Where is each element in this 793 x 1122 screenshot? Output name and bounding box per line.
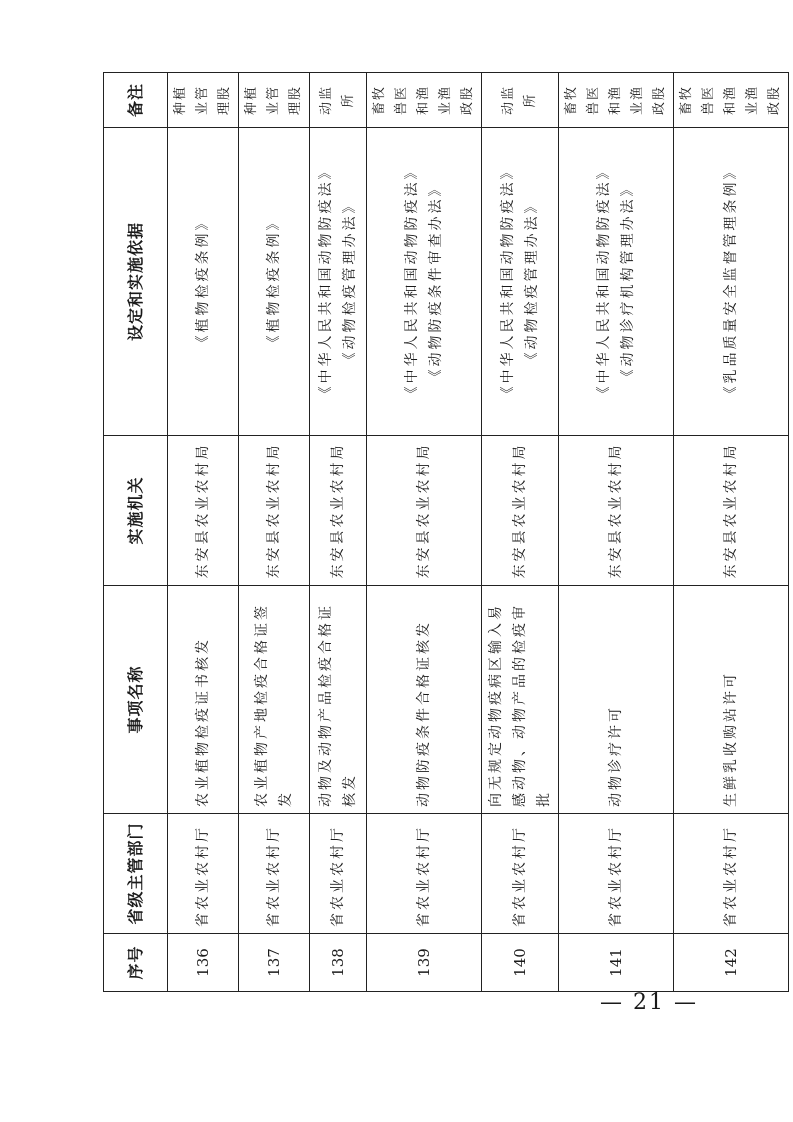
- basis-cell: [310, 128, 367, 436]
- basis-line: 《中华人民共和国动物防疫法》: [318, 162, 334, 401]
- item-cell: 农业植物产地检疫合格证签发: [239, 586, 310, 814]
- seq-cell: 140: [482, 934, 559, 992]
- dept-cell: 省农业农村厅: [559, 814, 674, 934]
- dept-cell: 省农业农村厅: [239, 814, 310, 934]
- remark-cell: 种植业管理股: [168, 73, 239, 128]
- basis-cell: [559, 128, 674, 436]
- agency-cell: 东安县农业农村局: [482, 436, 559, 586]
- remark-cell: 动监所: [482, 73, 559, 128]
- agency-cell: 东安县农业农村局: [559, 436, 674, 586]
- basis-line: 《植物检疫条例》: [266, 213, 282, 350]
- dept-cell: 省农业农村厅: [168, 814, 239, 934]
- dept-cell: 省农业农村厅: [482, 814, 559, 934]
- basis-line: 《中华人民共和国动物防疫法》: [404, 162, 420, 401]
- remark-cell: 动监所: [310, 73, 367, 128]
- item-cell: 动物及动物产品检疫合格证核发: [310, 586, 367, 814]
- agency-cell: 东安县农业农村局: [310, 436, 367, 586]
- basis-cell: [168, 128, 239, 436]
- basis-cell: [482, 128, 559, 436]
- header-remark: 备注: [104, 73, 168, 128]
- header-row: [104, 73, 168, 992]
- table-row: [367, 73, 482, 992]
- seq-cell: 137: [239, 934, 310, 992]
- header-seq: 序号: [104, 934, 168, 992]
- agency-cell: 东安县农业农村局: [168, 436, 239, 586]
- dept-cell: 省农业农村厅: [674, 814, 789, 934]
- agency-cell: 东安县农业农村局: [239, 436, 310, 586]
- agency-cell: 东安县农业农村局: [367, 436, 482, 586]
- table-row: [310, 73, 367, 992]
- seq-cell: 141: [559, 934, 674, 992]
- seq-cell: 138: [310, 934, 367, 992]
- item-cell: 向无规定动物疫病区输入易感动物、动物产品的检疫审批: [482, 586, 559, 814]
- items-table: [103, 72, 789, 992]
- basis-line: 《中华人民共和国动物防疫法》: [596, 162, 612, 401]
- table-row: [674, 73, 789, 992]
- basis-line: 《中华人民共和国动物防疫法》: [500, 162, 516, 401]
- header-basis: 设定和实施依据: [104, 128, 168, 436]
- item-cell: 动物防疫条件合格证核发: [367, 586, 482, 814]
- item-cell: 动物诊疗许可: [559, 586, 674, 814]
- basis-line: 《动物检疫管理办法》: [342, 196, 358, 367]
- basis-line: 《植物检疫条例》: [195, 213, 211, 350]
- basis-line: 《乳品质量安全监督管理条例》: [723, 162, 739, 401]
- page-number: — 21 —: [600, 990, 698, 1015]
- dept-cell: 省农业农村厅: [310, 814, 367, 934]
- basis-cell: [239, 128, 310, 436]
- header-dept: 省级主管部门: [104, 814, 168, 934]
- remark-cell: 畜牧兽医和渔业渔政股: [559, 73, 674, 128]
- remark-cell: 畜牧兽医和渔业渔政股: [367, 73, 482, 128]
- header-item: 事项名称: [104, 586, 168, 814]
- basis-line: 《动物防疫条件审查办法》: [428, 179, 444, 384]
- seq-cell: 139: [367, 934, 482, 992]
- basis-cell: [674, 128, 789, 436]
- agency-cell: 东安县农业农村局: [674, 436, 789, 586]
- seq-cell: 136: [168, 934, 239, 992]
- seq-cell: 142: [674, 934, 789, 992]
- rotated-page: [103, 73, 782, 992]
- basis-line: 《动物检疫管理办法》: [524, 196, 540, 367]
- table-row: [239, 73, 310, 992]
- dept-cell: 省农业农村厅: [367, 814, 482, 934]
- basis-line: 《动物诊疗机构管理办法》: [620, 179, 636, 384]
- table-row: [168, 73, 239, 992]
- header-agency: 实施机关: [104, 436, 168, 586]
- item-cell: 农业植物检疫证书核发: [168, 586, 239, 814]
- remark-cell: 种植业管理股: [239, 73, 310, 128]
- table-row: [482, 73, 559, 992]
- basis-cell: [367, 128, 482, 436]
- table-row: [559, 73, 674, 992]
- item-cell: 生鲜乳收购站许可: [674, 586, 789, 814]
- remark-cell: 畜牧兽医和渔业渔政股: [674, 73, 789, 128]
